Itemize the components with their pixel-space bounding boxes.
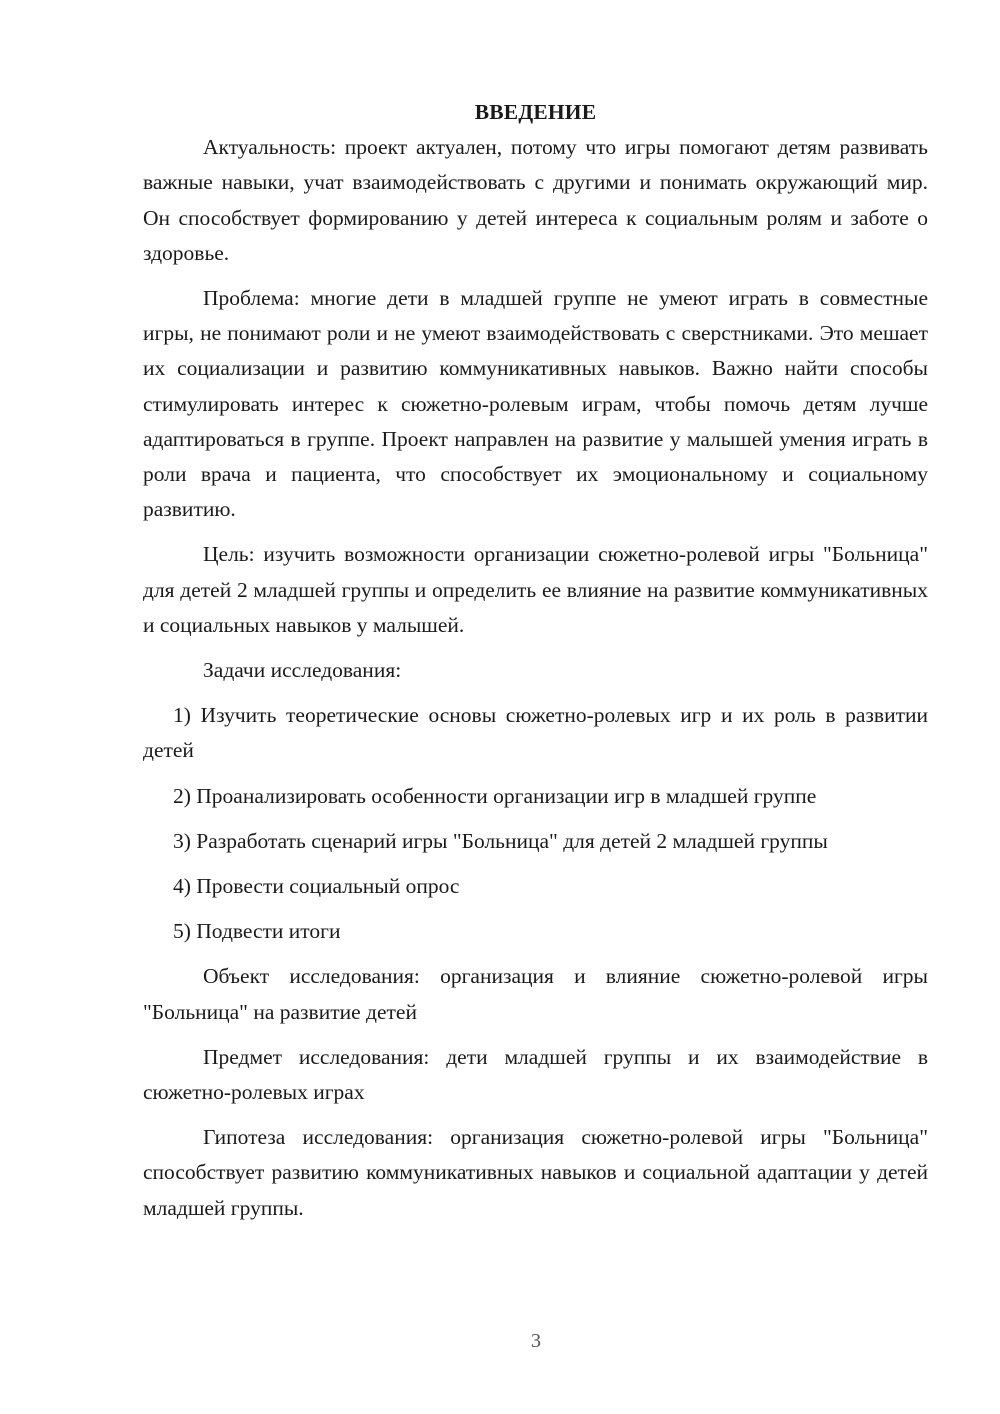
- document-page: [143, 92, 928, 1236]
- paragraph-problem: Проблема: многие дети в младшей группе не умеют играть в совместные игры, не понимают роли и не умеют взаимодействовать с сверстниками. Это мешает их социализации и развитию коммуникативных навыков. Важно найти способы стимулировать интерес к сюжетно-ролевым играм, чтобы помочь детям лучше адаптироваться в группе. Проект направлен на развитие у малышей умения играть в роли врача и пациента, что способствует их эмоциональному и социальному развитию.: [143, 286, 928, 522]
- task-item-4: 4) Провести социальный опрос: [173, 874, 460, 899]
- task-item-3: 3) Разработать сценарий игры "Больница" для детей 2 младшей группы: [173, 828, 828, 853]
- task-item-1: 1) Изучить теоретические основы сюжетно-ролевых игр и их роль в развитии детей: [143, 703, 928, 763]
- task-item-5: 5) Подвести итоги: [173, 919, 341, 944]
- paragraph-hypothesis: Гипотеза исследования: организация сюжетно-ролевой игры "Больница" способствует развитию коммуникативных навыков и социальной адаптации у детей младшей группы.: [143, 1125, 928, 1220]
- paragraph-tasks-heading: Задачи исследования:: [203, 658, 402, 683]
- paragraph-object: Объект исследования: организация и влияние сюжетно-ролевой игры "Больница" на развитие детей: [143, 964, 928, 1024]
- paragraph-relevance: Актуальность: проект актуален, потому что игры помогают детям развивать важные навыки, учат взаимодействовать с другими и понимать окружающий мир. Он способствует формированию у детей интереса к социальным ролям и заботе о здоровье.: [143, 135, 928, 265]
- task-item-2: 2) Проанализировать особенности организации игр в младшей группе: [173, 783, 817, 808]
- paragraph-goal: Цель: изучить возможности организации сюжетно-ролевой игры "Больница" для детей 2 младшей группы и определить ее влияние на развитие коммуникативных и социальных навыков у малышей.: [143, 542, 928, 637]
- paragraph-subject: Предмет исследования: дети младшей группы и их взаимодействие в сюжетно-ролевых играх: [143, 1044, 928, 1105]
- document-title: ВВЕДЕНИЕ: [474, 100, 597, 124]
- page-number: 3: [531, 1330, 541, 1352]
